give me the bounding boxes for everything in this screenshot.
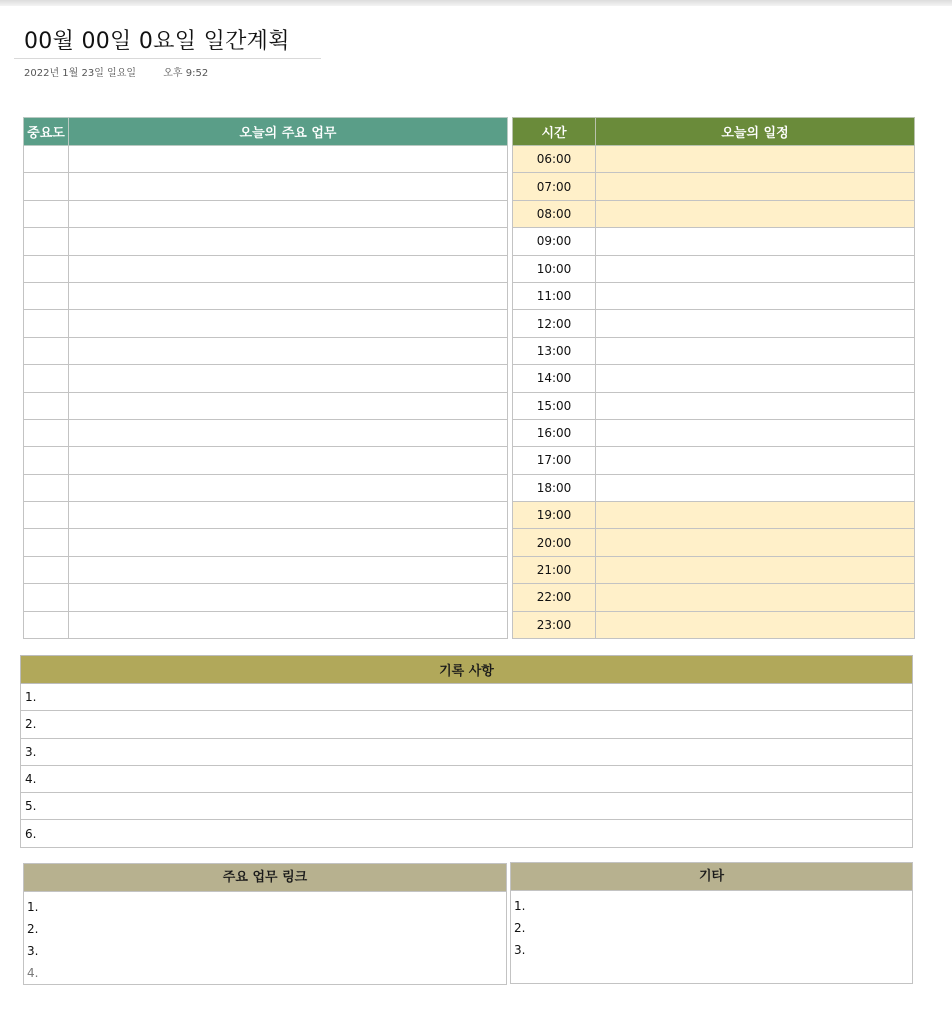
hour-cell: 08:00 [513,200,596,227]
plan-cell[interactable] [596,584,915,611]
task-cell[interactable] [69,365,508,392]
task-cell[interactable] [69,502,508,529]
links-header: 주요 업무 링크 [24,864,506,892]
links-panel [23,863,507,985]
plan-cell[interactable] [596,419,915,446]
task-row [24,228,508,255]
plan-cell[interactable] [596,392,915,419]
schedule-row [513,200,915,227]
etc-item[interactable]: 1. [514,899,526,913]
plan-cell[interactable] [596,200,915,227]
etc-header: 기타 [511,863,912,891]
task-cell[interactable] [69,584,508,611]
schedule-row [513,173,915,200]
task-row [24,584,508,611]
plan-header: 오늘의 일정 [596,118,915,146]
priority-cell[interactable] [24,310,69,337]
window-top-edge [0,0,952,6]
record-row [21,793,913,820]
hour-cell: 19:00 [513,502,596,529]
task-cell[interactable] [69,173,508,200]
hour-cell: 14:00 [513,365,596,392]
hour-cell: 07:00 [513,173,596,200]
plan-cell[interactable] [596,529,915,556]
plan-cell[interactable] [596,310,915,337]
plan-cell[interactable] [596,337,915,364]
hour-cell: 10:00 [513,255,596,282]
priority-cell[interactable] [24,146,69,173]
schedule-row [513,392,915,419]
schedule-row [513,584,915,611]
task-row [24,447,508,474]
priority-cell[interactable] [24,228,69,255]
hour-cell: 09:00 [513,228,596,255]
tasks-table [23,117,508,639]
record-item[interactable]: 3. [21,738,913,765]
hour-cell: 18:00 [513,474,596,501]
schedule-row [513,529,915,556]
priority-cell[interactable] [24,173,69,200]
task-row [24,611,508,638]
hour-cell: 17:00 [513,447,596,474]
priority-cell[interactable] [24,337,69,364]
task-header: 오늘의 주요 업무 [69,118,508,146]
task-row [24,173,508,200]
task-row [24,474,508,501]
schedule-table [512,117,915,639]
link-item[interactable]: 2. [27,922,39,936]
plan-cell[interactable] [596,173,915,200]
records-header-row [21,656,913,684]
schedule-row [513,502,915,529]
task-cell[interactable] [69,611,508,638]
schedule-row [513,255,915,282]
plan-cell[interactable] [596,474,915,501]
task-row [24,365,508,392]
task-cell[interactable] [69,337,508,364]
etc-item[interactable]: 2. [514,921,526,935]
date-time-line [24,64,208,79]
links-list [24,892,506,986]
priority-cell[interactable] [24,584,69,611]
hour-cell: 11:00 [513,282,596,309]
schedule-row [513,337,915,364]
hour-cell: 20:00 [513,529,596,556]
priority-cell[interactable] [24,255,69,282]
task-cell[interactable] [69,200,508,227]
priority-cell[interactable] [24,611,69,638]
record-item[interactable]: 6. [21,820,913,847]
task-cell[interactable] [69,228,508,255]
task-cell[interactable] [69,529,508,556]
priority-cell[interactable] [24,529,69,556]
record-row [21,684,913,711]
link-item[interactable]: 3. [27,944,39,958]
hour-cell: 23:00 [513,611,596,638]
plan-cell[interactable] [596,282,915,309]
task-row [24,529,508,556]
task-row [24,419,508,446]
schedule-row [513,310,915,337]
plan-cell[interactable] [596,255,915,282]
etc-panel [510,862,913,984]
priority-header: 중요도 [24,118,69,146]
priority-cell[interactable] [24,419,69,446]
plan-cell[interactable] [596,556,915,583]
task-row [24,502,508,529]
task-cell[interactable] [69,310,508,337]
priority-cell[interactable] [24,365,69,392]
record-row [21,765,913,792]
record-row [21,711,913,738]
link-item[interactable]: 1. [27,900,39,914]
priority-cell[interactable] [24,200,69,227]
hour-cell: 12:00 [513,310,596,337]
hour-cell: 16:00 [513,419,596,446]
schedule-row [513,228,915,255]
plan-cell[interactable] [596,502,915,529]
task-row [24,255,508,282]
title-divider [14,58,321,59]
schedule-row [513,474,915,501]
task-cell[interactable] [69,419,508,446]
priority-cell[interactable] [24,447,69,474]
task-cell[interactable] [69,447,508,474]
record-row [21,738,913,765]
schedule-row [513,447,915,474]
plan-cell[interactable] [596,447,915,474]
task-cell[interactable] [69,146,508,173]
priority-cell[interactable] [24,474,69,501]
schedule-header-row [513,118,915,146]
task-row [24,310,508,337]
priority-cell[interactable] [24,392,69,419]
task-row [24,146,508,173]
schedule-row [513,365,915,392]
task-row [24,556,508,583]
plan-cell[interactable] [596,365,915,392]
task-row [24,337,508,364]
tasks-header-row [24,118,508,146]
schedule-row [513,419,915,446]
record-item[interactable]: 4. [21,765,913,792]
current-date: 2022년 1월 23일 일요일 [24,68,137,79]
task-row [24,392,508,419]
schedule-row [513,611,915,638]
etc-list [511,891,912,963]
task-cell[interactable] [69,392,508,419]
task-cell[interactable] [69,556,508,583]
hour-cell: 22:00 [513,584,596,611]
priority-cell[interactable] [24,556,69,583]
record-item[interactable]: 5. [21,793,913,820]
priority-cell[interactable] [24,502,69,529]
etc-item[interactable]: 3. [514,943,526,957]
schedule-row [513,556,915,583]
hour-cell: 06:00 [513,146,596,173]
task-cell[interactable] [69,255,508,282]
task-cell[interactable] [69,474,508,501]
hour-cell: 21:00 [513,556,596,583]
records-table [20,655,913,848]
record-row [21,820,913,847]
plan-cell[interactable] [596,611,915,638]
plan-cell[interactable] [596,146,915,173]
hour-cell: 13:00 [513,337,596,364]
records-header: 기록 사항 [21,656,913,684]
schedule-row [513,146,915,173]
hour-cell: 15:00 [513,392,596,419]
task-row [24,282,508,309]
link-item[interactable]: 4. [27,966,39,980]
task-cell[interactable] [69,282,508,309]
current-time: 오후 9:52 [163,68,209,79]
task-row [24,200,508,227]
schedule-row [513,282,915,309]
time-header: 시간 [513,118,596,146]
page-title: 00월 00일 0요일 일간계획 [24,29,290,54]
record-item[interactable]: 1. [21,684,913,711]
record-item[interactable]: 2. [21,711,913,738]
priority-cell[interactable] [24,282,69,309]
plan-cell[interactable] [596,228,915,255]
